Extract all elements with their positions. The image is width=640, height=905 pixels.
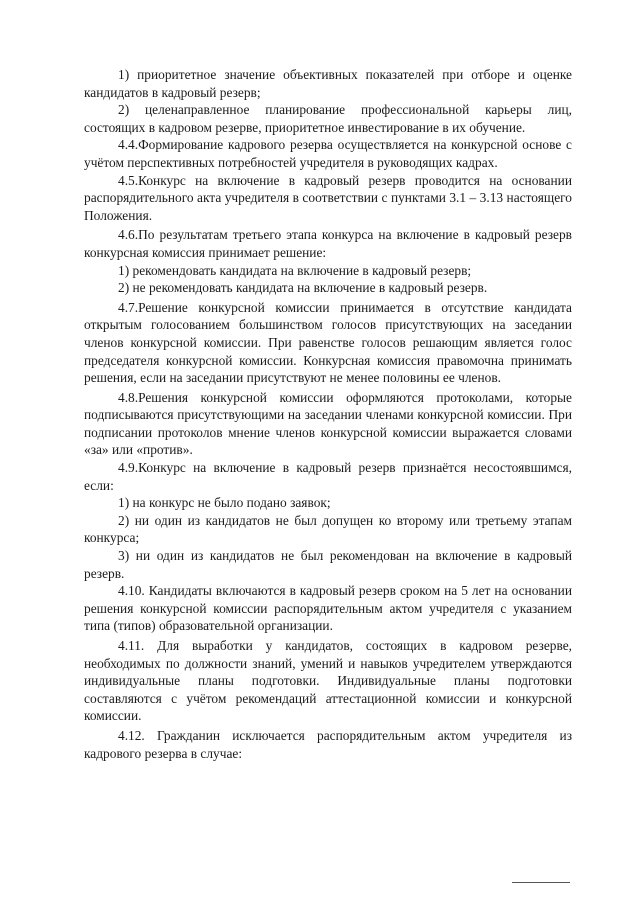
paragraph-4-6-item-1: 1) рекомендовать кандидата на включение в кадровый резерв;	[118, 262, 472, 278]
paragraph-4-11: 4.11. Для выработки у кандидатов, состоящих в кадровом резерве, необходимых по должности знаний, умений и навыков учредителем утверждаются индивидуальные планы подготовки. Индивидуальные планы подготовки составляются с учётом рекомендаций аттестационной комиссии и конкурсной комиссии.	[84, 638, 572, 724]
paragraph-4-7: 4.7.Решение конкурсной комиссии принимается в отсутствие кандидата открытым голосованием большинством голосов присутствующих на заседании членов конкурсной комиссии. При равенстве голосов решающим является голос председателя конкурсной комиссии. Конкурсная комиссия правомочна принимать решения, если на заседании присутствуют не менее половины ее членов.	[84, 299, 572, 386]
paragraph-4-9-item-2: 2) ни один из кандидатов не был допущен ко второму или третьему этапам конкурса;	[84, 512, 572, 546]
paragraph-4-8: 4.8.Решения конкурсной комиссии оформляются протоколами, которые подписываются присутствующими на заседании членами конкурсной комиссии. При подписании протоколов мнение членов конкурсной комиссии выражается словами «за» или «против».	[84, 389, 572, 458]
paragraph-4-10: 4.10. Кандидаты включаются в кадровый резерв сроком на 5 лет на основании решения конкурсной комиссии распорядительным актом учредителя с указанием типа (типов) образовательной организации.	[84, 583, 572, 634]
footer-rule	[512, 882, 570, 883]
paragraph-4-12: 4.12. Гражданин исключается распорядительным актом учредителя из кадрового резерва в случае:	[84, 727, 572, 761]
paragraph-4-4: 4.4.Формирование кадрового резерва осуществляется на конкурсной основе с учётом перспективных потребностей учредителя в руководящих кадрах.	[84, 137, 572, 170]
paragraph-4-5: 4.5.Конкурс на включение в кадровый резерв проводится на основании распорядительного акта учредителя в соответствии с пунктами 3.1 – 3.13 настоящего Положения.	[84, 172, 572, 223]
paragraph-priority-objective: 1) приоритетное значение объективных показателей при отборе и оценке кандидатов в кадровый резерв;	[84, 67, 572, 100]
paragraph-career-planning: 2) целенаправленное планирование профессиональной карьеры лиц, состоящих в кадровом резерве, приоритетное инвестирование в их обучение.	[84, 102, 572, 135]
document-page	[84, 66, 572, 762]
paragraph-4-9: 4.9.Конкурс на включение в кадровый резерв признаётся несостоявшимся, если:	[84, 460, 572, 493]
paragraph-4-6: 4.6.По результатам третьего этапа конкурса на включение в кадровый резерв конкурсная комиссия принимает решение:	[84, 227, 572, 260]
paragraph-4-6-item-2: 2) не рекомендовать кандидата на включение в кадровый резерв.	[118, 280, 488, 296]
paragraph-4-9-item-3: 3) ни один из кандидатов не был рекомендован на включение в кадровый резерв.	[84, 548, 572, 581]
paragraph-4-9-item-1: 1) на конкурс не было подано заявок;	[118, 495, 331, 511]
